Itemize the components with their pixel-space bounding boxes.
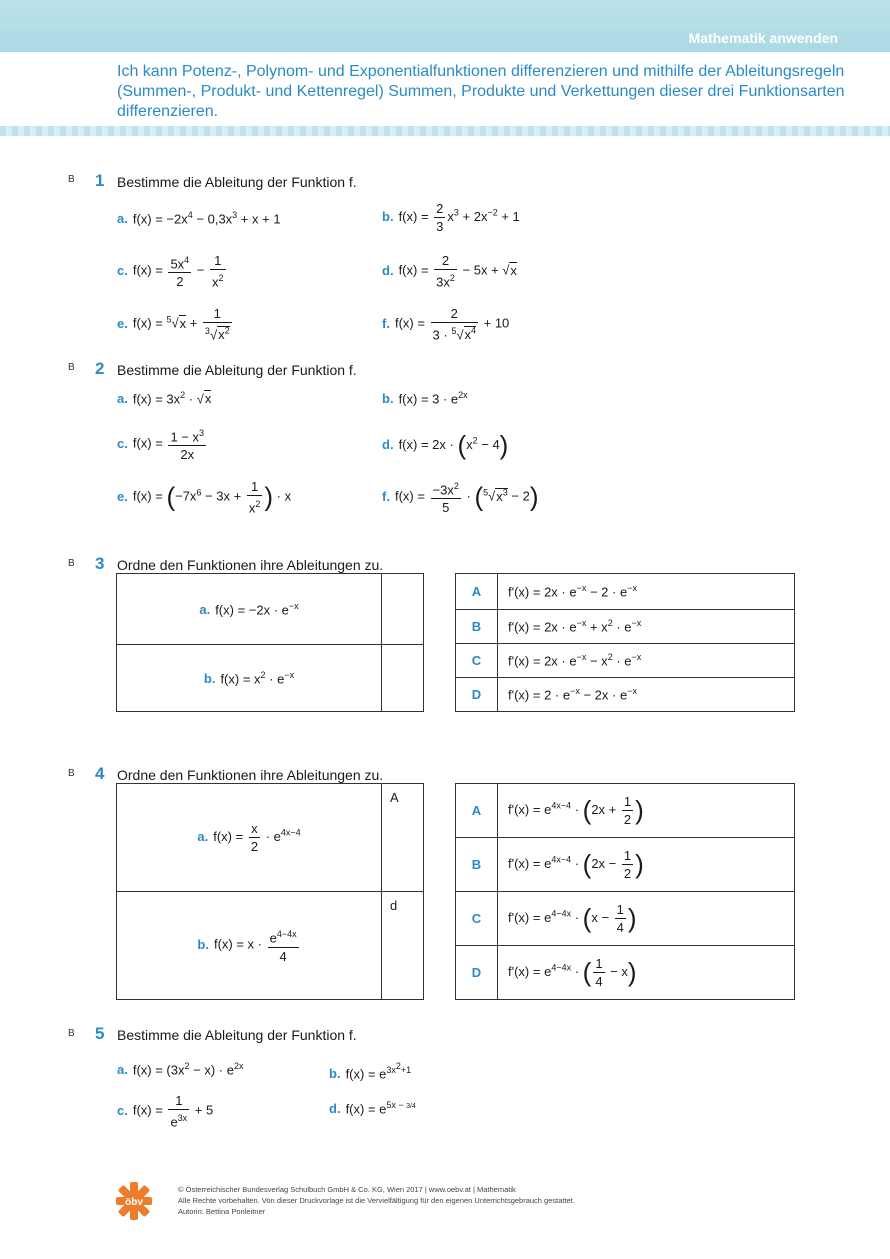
task-4-instruction: Ordne den Funktionen ihre Ableitungen zu. — [117, 767, 384, 783]
task-4-derivatives — [455, 783, 795, 1000]
task-2e: e. $f(x) = (-7x^6 - 3x$ + $\frac{1}{x^2}$ ) · x — [117, 479, 292, 516]
task-3-option-b: $f'(x) = 2x \cdot e^{-x} + x^2 \cdot e^{-x}$ — [498, 610, 795, 644]
task-2-number: 2 — [95, 359, 105, 378]
task-1b: b. f(x) = $\frac{2}{3}$ $x^3 + 2x^{-2} + 1$ — [382, 201, 520, 234]
task-1-instruction: Bestimme die Ableitung der Funktion f. — [117, 174, 357, 190]
task-4-option-c: $f'(x) = e^{4-4x} \cdot (x$ − $\frac{1}{4}$ ) — [498, 892, 795, 946]
header-band — [0, 0, 890, 52]
option-label: C — [456, 644, 498, 678]
task-2a: a. $f(x) = 3x^2 \cdot √x$ — [117, 390, 212, 407]
task-2f: f. f(x) = $\frac{-3x^2}{5}$ · $(^5√x^3 - 2)$ — [382, 478, 539, 516]
task-2b: b. $f(x) = 3 \cdot e^{2x}$ — [382, 390, 468, 407]
level-marker: B — [68, 362, 75, 373]
task-5c: c. f(x) = $\frac{1}{e^{3x}}$ + 5 — [117, 1093, 214, 1130]
task-3a-answer-box[interactable] — [382, 574, 424, 645]
learning-goal: Ich kann Potenz-, Polynom- und Exponentialfunktionen differenzieren und mithilfe der Ableitungsregeln (Summen-, Produkt- und Kettenregel) Summen, Produkte und Verkettungen dieser drei Funktionsarten differenzieren. — [117, 63, 845, 120]
task-4a-answer-box[interactable]: A — [382, 784, 424, 892]
footer-rights: Alle Rechte vorbehalten. Von dieser Druckvorlage ist die Vervielfältigung für den eigenen Unterrichtsgebrauch gestattet. — [178, 1196, 575, 1205]
task-3-option-a: $f'(x) = 2x \cdot e^{-x} - 2 \cdot e^{-x}$ — [498, 574, 795, 610]
task-1e: e. f(x) = $^5$√x + $\frac{1}{^3√x^2}$ — [117, 306, 230, 343]
task-1d: d. f(x) = $\frac{2}{3x^2}$ − 5x + √x — [382, 253, 517, 290]
task-3-option-c: $f'(x) = 2x \cdot e^{-x} - x^2 \cdot e^{-x}$ — [498, 644, 795, 678]
task-3a-function: a. $f(x) = -2x \cdot e^{-x}$ — [117, 574, 382, 645]
header-title: Mathematik anwenden — [688, 30, 838, 46]
task-5d: d. $f(x) = e^{5x - 3/4}$ — [329, 1100, 416, 1117]
option-label: D — [456, 678, 498, 712]
task-3-functions — [116, 573, 424, 712]
task-4-functions — [116, 783, 424, 1000]
option-label: C — [456, 892, 498, 946]
option-label: B — [456, 610, 498, 644]
task-3-derivatives — [455, 573, 795, 712]
option-label: A — [456, 784, 498, 838]
task-2-instruction: Bestimme die Ableitung der Funktion f. — [117, 362, 357, 378]
footer — [178, 1184, 575, 1217]
task-4a-function: a. f(x) = $\frac{x}{2}$ · $e^{4x-4}$ — [117, 784, 382, 892]
level-marker: B — [68, 174, 75, 185]
task-1c: c. f(x) = $\frac{5x^4}{2}$ − $\frac{1}{x^2}$ — [117, 253, 224, 290]
task-4b-function: b. f(x) = x · $\frac{e^{4-4x}}{4}$ — [117, 892, 382, 1000]
footer-copyright: © Österreichischer Bundesverlag Schulbuch GmbH & Co. KG, Wien 2017 | www.oebv.at | Mathematik — [178, 1185, 516, 1194]
task-5-number: 5 — [95, 1024, 105, 1043]
footer-author: Autorin: Bettina Ponleitner — [178, 1207, 266, 1216]
header-stripe — [0, 126, 890, 136]
task-2d: d. $f(x) = 2x \cdot (x^2 - 4)$ — [382, 430, 509, 460]
task-5a: a. $f(x) = (3x^2 - x) \cdot e^{2x}$ — [117, 1061, 244, 1078]
task-3-instruction: Ordne den Funktionen ihre Ableitungen zu. — [117, 557, 384, 573]
option-label: B — [456, 838, 498, 892]
task-1a: a. $f(x) = -2x^4 - 0,3x^3 + x + 1$ — [117, 210, 281, 227]
task-4-option-b: $f'(x) = e^{4x-4} \cdot (2x$ − $\frac{1}{2}$ ) — [498, 838, 795, 892]
task-1f: f. f(x) = $\frac{2}{3 \cdot ^5√x^4}$ + 10 — [382, 306, 510, 343]
task-4-option-d: $f'(x) = e^{4-4x}$ · ( $\frac{1}{4}$ − x) — [498, 946, 795, 1000]
level-marker: B — [68, 768, 75, 779]
task-3b-function: b. $f(x) = x^2 \cdot e^{-x}$ — [117, 645, 382, 712]
option-label: D — [456, 946, 498, 1000]
task-4-option-a: $f'(x) = e^{4x-4} \cdot (2x$ + $\frac{1}{2}$ ) — [498, 784, 795, 838]
level-marker: B — [68, 1028, 75, 1039]
logo-text: öbv — [125, 1197, 143, 1208]
task-5-instruction: Bestimme die Ableitung der Funktion f. — [117, 1027, 357, 1043]
level-marker: B — [68, 558, 75, 569]
task-4-number: 4 — [95, 764, 105, 783]
task-2c: c. f(x) = $\frac{1 - x^3}{2x}$ — [117, 425, 208, 463]
oebv-logo-icon — [116, 1182, 152, 1220]
option-label: A — [456, 574, 498, 610]
task-3b-answer-box[interactable] — [382, 645, 424, 712]
task-3-number: 3 — [95, 554, 105, 573]
task-1-number: 1 — [95, 171, 105, 190]
task-3-option-d: $f'(x) = 2 \cdot e^{-x} - 2x \cdot e^{-x}$ — [498, 678, 795, 712]
task-4b-answer-box[interactable]: d — [382, 892, 424, 1000]
task-5b: b. $f(x) = e^{3x^2+1}$ — [329, 1061, 412, 1082]
